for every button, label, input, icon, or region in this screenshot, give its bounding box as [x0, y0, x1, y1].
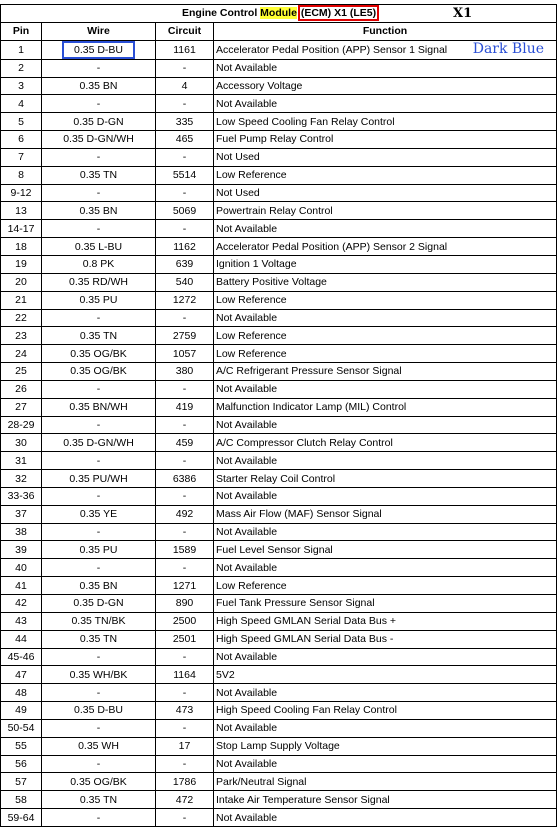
- function-text: Low Reference: [216, 579, 287, 592]
- wire-cell: 0.35 OG/BK: [42, 345, 156, 363]
- wire-cell: -: [42, 184, 156, 202]
- function-text: Intake Air Temperature Sensor Signal: [216, 793, 390, 806]
- function-cell: [214, 648, 557, 666]
- title-boxed-text: (ECM) X1 (LE5): [300, 7, 377, 19]
- circuit-cell: -: [156, 220, 214, 238]
- function-text: Low Reference: [216, 294, 287, 307]
- function-text: Not Available: [216, 722, 278, 735]
- table-row: [1, 719, 557, 737]
- table-row: [1, 559, 557, 577]
- pin-cell: 31: [1, 452, 42, 470]
- table-row: [1, 505, 557, 523]
- circuit-cell: 890: [156, 595, 214, 613]
- circuit-cell: 5514: [156, 166, 214, 184]
- function-text: Low Reference: [216, 169, 287, 182]
- pin-cell: 42: [1, 595, 42, 613]
- title-cell: [1, 5, 557, 23]
- circuit-cell: -: [156, 95, 214, 113]
- function-cell: [214, 148, 557, 166]
- table-row: [1, 273, 557, 291]
- function-cell: [214, 380, 557, 398]
- wire-cell: 0.35 PU/WH: [42, 470, 156, 488]
- table-row: [1, 220, 557, 238]
- function-text: Stop Lamp Supply Voltage: [216, 740, 340, 753]
- function-cell: [214, 95, 557, 113]
- table-row: [1, 59, 557, 77]
- function-text: Not Available: [216, 97, 278, 110]
- circuit-cell: -: [156, 523, 214, 541]
- function-text: Low Reference: [216, 347, 287, 360]
- table-row: [1, 184, 557, 202]
- function-cell: [214, 666, 557, 684]
- header-pin: Pin: [1, 22, 42, 40]
- circuit-cell: 1589: [156, 541, 214, 559]
- pin-cell: 28-29: [1, 416, 42, 434]
- pin-cell: 9-12: [1, 184, 42, 202]
- circuit-cell: 459: [156, 434, 214, 452]
- function-cell: [214, 398, 557, 416]
- circuit-cell: 1161: [156, 40, 214, 59]
- function-cell: [214, 719, 557, 737]
- function-cell: [214, 291, 557, 309]
- wire-cell: -: [42, 559, 156, 577]
- wire-cell: 0.35 TN/BK: [42, 612, 156, 630]
- circuit-cell: 335: [156, 113, 214, 131]
- wire-cell: -: [42, 309, 156, 327]
- table-row: [1, 702, 557, 720]
- function-cell: [214, 773, 557, 791]
- function-cell: [214, 416, 557, 434]
- function-cell: [214, 113, 557, 131]
- pin-cell: 45-46: [1, 648, 42, 666]
- table-row: [1, 666, 557, 684]
- function-cell: [214, 309, 557, 327]
- circuit-cell: 4: [156, 77, 214, 95]
- table-row: [1, 541, 557, 559]
- pin-cell: 13: [1, 202, 42, 220]
- function-text: Malfunction Indicator Lamp (MIL) Control: [216, 401, 407, 414]
- pin-cell: 56: [1, 755, 42, 773]
- pin-cell: 7: [1, 148, 42, 166]
- function-cell: [214, 166, 557, 184]
- pin-cell: 37: [1, 505, 42, 523]
- table-row: [1, 363, 557, 381]
- circuit-cell: -: [156, 559, 214, 577]
- pin-cell: 3: [1, 77, 42, 95]
- function-text: Powertrain Relay Control: [216, 204, 333, 217]
- table-row: [1, 809, 557, 827]
- function-cell: [214, 809, 557, 827]
- function-text: Accessory Voltage: [216, 79, 303, 92]
- wire-cell: 0.35 L-BU: [42, 238, 156, 256]
- pin-cell: 27: [1, 398, 42, 416]
- wire-cell: -: [42, 809, 156, 827]
- wire-cell: 0.35 WH/BK: [42, 666, 156, 684]
- function-text: Not Available: [216, 222, 278, 235]
- table-row: [1, 737, 557, 755]
- function-cell: [214, 238, 557, 256]
- pin-cell: 40: [1, 559, 42, 577]
- table-row: [1, 595, 557, 613]
- circuit-cell: 2501: [156, 630, 214, 648]
- pin-cell: 57: [1, 773, 42, 791]
- function-text: Low Reference: [216, 329, 287, 342]
- function-cell: [214, 577, 557, 595]
- pin-cell: 26: [1, 380, 42, 398]
- circuit-cell: 492: [156, 505, 214, 523]
- pin-cell: 19: [1, 255, 42, 273]
- function-text: Not Available: [216, 758, 278, 771]
- table-row: [1, 380, 557, 398]
- function-cell: [214, 505, 557, 523]
- wire-cell: 0.35 D-GN/WH: [42, 434, 156, 452]
- pinout-table: [0, 4, 557, 827]
- circuit-cell: 472: [156, 791, 214, 809]
- pin-cell: 39: [1, 541, 42, 559]
- wire-cell: -: [42, 648, 156, 666]
- function-cell: [214, 220, 557, 238]
- function-cell: [214, 755, 557, 773]
- table-row: [1, 773, 557, 791]
- function-text: Not Used: [216, 151, 260, 164]
- wire-cell: -: [42, 416, 156, 434]
- function-cell: [214, 131, 557, 149]
- function-cell: [214, 559, 557, 577]
- circuit-cell: 473: [156, 702, 214, 720]
- pin-cell: 38: [1, 523, 42, 541]
- table-row: [1, 755, 557, 773]
- table-row: [1, 113, 557, 131]
- function-text: Fuel Pump Relay Control: [216, 133, 334, 146]
- table-row: [1, 166, 557, 184]
- function-cell: [214, 684, 557, 702]
- circuit-cell: -: [156, 148, 214, 166]
- pin-cell: 8: [1, 166, 42, 184]
- pin-cell: 44: [1, 630, 42, 648]
- circuit-cell: 465: [156, 131, 214, 149]
- function-cell: [214, 434, 557, 452]
- circuit-cell: -: [156, 184, 214, 202]
- function-cell: [214, 77, 557, 95]
- pin-cell: 4: [1, 95, 42, 113]
- circuit-cell: 1164: [156, 666, 214, 684]
- table-row: [1, 523, 557, 541]
- function-text: High Speed GMLAN Serial Data Bus +: [216, 615, 397, 628]
- pin-cell: 49: [1, 702, 42, 720]
- function-text: Ignition 1 Voltage: [216, 258, 297, 271]
- function-text: Low Speed Cooling Fan Relay Control: [216, 115, 395, 128]
- connector-title: [182, 5, 377, 21]
- connector-label: X1: [453, 6, 473, 21]
- pin-cell: 30: [1, 434, 42, 452]
- function-text: Accelerator Pedal Position (APP) Sensor 1 Signal: [216, 43, 448, 56]
- function-cell: [214, 363, 557, 381]
- pin-cell: 14-17: [1, 220, 42, 238]
- table-row: [1, 95, 557, 113]
- wire-cell: 0.35 WH: [42, 737, 156, 755]
- wire-cell: -: [42, 95, 156, 113]
- function-cell: [214, 345, 557, 363]
- wire-cell: 0.35 PU: [42, 291, 156, 309]
- header-row: [1, 22, 557, 40]
- wire-cell: 0.35 BN/WH: [42, 398, 156, 416]
- table-row: [1, 77, 557, 95]
- circuit-cell: -: [156, 755, 214, 773]
- pin-cell: 33-36: [1, 487, 42, 505]
- function-text: Not Available: [216, 526, 278, 539]
- wire-cell: -: [42, 452, 156, 470]
- function-text: Starter Relay Coil Control: [216, 472, 336, 485]
- table-row: [1, 612, 557, 630]
- wire-cell: 0.35 TN: [42, 791, 156, 809]
- circuit-cell: 1271: [156, 577, 214, 595]
- table-row: [1, 398, 557, 416]
- wire-cell: 0.35 BN: [42, 202, 156, 220]
- circuit-cell: 639: [156, 255, 214, 273]
- table-row: [1, 345, 557, 363]
- table-row: [1, 291, 557, 309]
- pin-cell: 55: [1, 737, 42, 755]
- pin-cell: 20: [1, 273, 42, 291]
- wire-cell: 0.8 PK: [42, 255, 156, 273]
- wire-cell: -: [42, 59, 156, 77]
- function-cell: [214, 470, 557, 488]
- function-cell: [214, 702, 557, 720]
- function-cell: [214, 612, 557, 630]
- title-row: [1, 5, 557, 23]
- function-text: Not Available: [216, 454, 278, 467]
- circuit-cell: 2759: [156, 327, 214, 345]
- table-row: [1, 648, 557, 666]
- function-text: Not Available: [216, 686, 278, 699]
- wire-cell: 0.35 D-BU: [42, 702, 156, 720]
- pin-cell: 21: [1, 291, 42, 309]
- table-row: [1, 452, 557, 470]
- pin-cell: 47: [1, 666, 42, 684]
- function-text: Not Available: [216, 311, 278, 324]
- function-cell: [214, 59, 557, 77]
- circuit-cell: -: [156, 719, 214, 737]
- function-cell: [214, 791, 557, 809]
- function-cell: [214, 487, 557, 505]
- function-cell: [214, 40, 557, 59]
- function-cell: [214, 630, 557, 648]
- table-row: [1, 684, 557, 702]
- circuit-cell: 1272: [156, 291, 214, 309]
- function-cell: [214, 595, 557, 613]
- pin-cell: 41: [1, 577, 42, 595]
- circuit-cell: -: [156, 648, 214, 666]
- pin-cell: 25: [1, 363, 42, 381]
- circuit-cell: 17: [156, 737, 214, 755]
- wire-cell: 0.35 BN: [42, 77, 156, 95]
- header-function: Function: [214, 22, 557, 40]
- pin-cell: 6: [1, 131, 42, 149]
- function-text: Not Available: [216, 561, 278, 574]
- wire-cell: 0.35 PU: [42, 541, 156, 559]
- pin-cell: 2: [1, 59, 42, 77]
- pin-cell: 18: [1, 238, 42, 256]
- wire-cell: -: [42, 755, 156, 773]
- pinout-rows: [1, 40, 557, 826]
- circuit-cell: 380: [156, 363, 214, 381]
- function-text: Battery Positive Voltage: [216, 276, 327, 289]
- wire-cell: 0.35 TN: [42, 166, 156, 184]
- function-cell: [214, 523, 557, 541]
- table-row: [1, 577, 557, 595]
- pin-cell: 23: [1, 327, 42, 345]
- wire-cell: 0.35 D-GN: [42, 595, 156, 613]
- circuit-cell: 419: [156, 398, 214, 416]
- function-cell: [214, 327, 557, 345]
- table-row: [1, 416, 557, 434]
- wire-highlight-box: 0.35 D-BU: [62, 41, 135, 59]
- table-row: [1, 131, 557, 149]
- function-text: Not Available: [216, 383, 278, 396]
- function-text: Not Available: [216, 418, 278, 431]
- wire-cell: 0.35 OG/BK: [42, 773, 156, 791]
- circuit-cell: 1057: [156, 345, 214, 363]
- function-text: A/C Compressor Clutch Relay Control: [216, 436, 393, 449]
- pin-cell: 50-54: [1, 719, 42, 737]
- wire-cell: -: [42, 220, 156, 238]
- wire-cell: -: [42, 684, 156, 702]
- wire-cell: 0.35 TN: [42, 327, 156, 345]
- circuit-cell: -: [156, 59, 214, 77]
- wire-cell: -: [42, 148, 156, 166]
- header-circuit: Circuit: [156, 22, 214, 40]
- table-row: [1, 434, 557, 452]
- table-row: [1, 309, 557, 327]
- function-text: Mass Air Flow (MAF) Sensor Signal: [216, 508, 382, 521]
- function-text: Park/Neutral Signal: [216, 775, 307, 788]
- function-text: High Speed Cooling Fan Relay Control: [216, 704, 397, 717]
- function-cell: [214, 452, 557, 470]
- function-text: Accelerator Pedal Position (APP) Sensor 2 Signal: [216, 240, 448, 253]
- wire-color-annotation: Dark Blue: [472, 40, 544, 57]
- pin-cell: 24: [1, 345, 42, 363]
- title-prefix: Engine Control: [182, 7, 261, 19]
- pin-cell: 43: [1, 612, 42, 630]
- circuit-cell: -: [156, 309, 214, 327]
- wire-cell: [42, 40, 156, 59]
- pin-cell: 22: [1, 309, 42, 327]
- circuit-cell: -: [156, 452, 214, 470]
- wire-cell: -: [42, 719, 156, 737]
- circuit-cell: 1162: [156, 238, 214, 256]
- circuit-cell: -: [156, 809, 214, 827]
- function-cell: [214, 202, 557, 220]
- function-cell: [214, 273, 557, 291]
- circuit-cell: 1786: [156, 773, 214, 791]
- pin-cell: 58: [1, 791, 42, 809]
- wire-cell: 0.35 BN: [42, 577, 156, 595]
- function-cell: [214, 184, 557, 202]
- function-text: Not Used: [216, 187, 260, 200]
- function-text: Not Available: [216, 490, 278, 503]
- function-text: 5V2: [216, 668, 235, 681]
- table-row: [1, 148, 557, 166]
- function-cell: [214, 255, 557, 273]
- circuit-cell: -: [156, 487, 214, 505]
- pin-cell: 59-64: [1, 809, 42, 827]
- table-row: [1, 327, 557, 345]
- table-row: [1, 470, 557, 488]
- wire-cell: 0.35 D-GN: [42, 113, 156, 131]
- table-row: [1, 487, 557, 505]
- pin-cell: 32: [1, 470, 42, 488]
- wire-cell: 0.35 RD/WH: [42, 273, 156, 291]
- function-cell: [214, 541, 557, 559]
- circuit-cell: 540: [156, 273, 214, 291]
- function-text: Not Available: [216, 811, 278, 824]
- table-row: [1, 238, 557, 256]
- table-row: [1, 40, 557, 59]
- wire-cell: -: [42, 380, 156, 398]
- function-text: Not Available: [216, 650, 278, 663]
- wire-cell: 0.35 D-GN/WH: [42, 131, 156, 149]
- circuit-cell: -: [156, 380, 214, 398]
- circuit-cell: 2500: [156, 612, 214, 630]
- wire-cell: -: [42, 523, 156, 541]
- function-cell: [214, 737, 557, 755]
- table-row: [1, 202, 557, 220]
- function-text: High Speed GMLAN Serial Data Bus -: [216, 633, 394, 646]
- connector-pinout-sheet: [0, 4, 557, 827]
- circuit-cell: 6386: [156, 470, 214, 488]
- pin-cell: 48: [1, 684, 42, 702]
- wire-cell: 0.35 OG/BK: [42, 363, 156, 381]
- circuit-cell: -: [156, 416, 214, 434]
- wire-cell: 0.35 YE: [42, 505, 156, 523]
- header-wire: Wire: [42, 22, 156, 40]
- title-highlighted-word: Module: [260, 7, 297, 19]
- table-row: [1, 791, 557, 809]
- function-text: Fuel Level Sensor Signal: [216, 543, 333, 556]
- wire-cell: 0.35 TN: [42, 630, 156, 648]
- table-row: [1, 630, 557, 648]
- function-text: Not Available: [216, 62, 278, 75]
- pin-cell: 5: [1, 113, 42, 131]
- pin-cell: 1: [1, 40, 42, 59]
- function-text: A/C Refrigerant Pressure Sensor Signal: [216, 365, 402, 378]
- function-text: Fuel Tank Pressure Sensor Signal: [216, 597, 375, 610]
- circuit-cell: -: [156, 684, 214, 702]
- table-row: [1, 255, 557, 273]
- wire-cell: -: [42, 487, 156, 505]
- circuit-cell: 5069: [156, 202, 214, 220]
